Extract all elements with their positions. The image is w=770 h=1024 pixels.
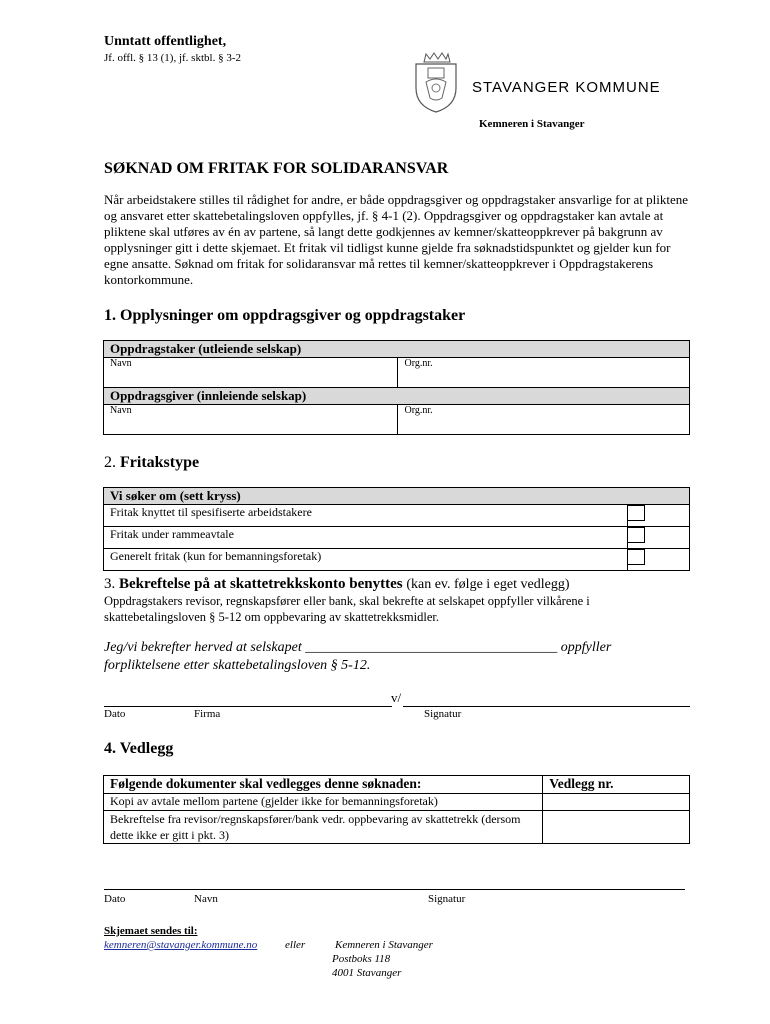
attachments-col-nr: Vedlegg nr.	[543, 776, 690, 794]
attachment-row: Bekreftelse fra revisor/regnskapsfører/bank vedr. oppbevaring av skattetrekk (dersom dette ikke er gitt i pkt. 3)	[104, 811, 543, 844]
section1-title: Opplysninger om oppdragsgiver og oppdragstaker	[120, 307, 466, 324]
oppdragsgiver-heading: Oppdragsgiver (innleiende selskap)	[104, 388, 690, 405]
confirmation-line-1[interactable]: Jeg/vi bekrefter herved at selskapet ____________________________________ oppfyller	[104, 640, 612, 655]
oppdragstaker-name-field[interactable]: Navn	[104, 358, 398, 388]
confirmation-line-2: forpliktelsene etter skattebetalingsloven § 5-12.	[104, 658, 371, 673]
footer-date-label: Dato	[104, 893, 126, 905]
option-general-exemption-checkbox[interactable]	[627, 549, 645, 565]
signature-line[interactable]	[403, 706, 690, 707]
section3-title: Bekreftelse på at skattetrekkskonto benyttes	[119, 576, 403, 592]
page-title: SØKNAD OM FRITAK FOR SOLIDARANSVAR	[104, 160, 449, 177]
oppdragstaker-heading: Oppdragstaker (utleiende selskap)	[104, 341, 690, 358]
exemption-type-table	[103, 487, 690, 571]
option-framework-agreement-checkbox[interactable]	[627, 527, 645, 543]
section3-note: (kan ev. følge i eget vedlegg)	[406, 577, 570, 592]
section1-number: 1.	[104, 307, 116, 324]
date-firm-line[interactable]	[104, 706, 392, 707]
address-line-1: Kemneren i Stavanger	[335, 939, 433, 951]
option-general-exemption: Generelt fritak (kun for bemanningsforetak)	[104, 549, 628, 571]
coat-of-arms-icon	[412, 52, 460, 114]
footer-signature-line[interactable]	[104, 889, 685, 890]
section2-title: Fritakstype	[120, 454, 200, 471]
confidential-label: Unntatt offentlighet,	[104, 34, 227, 49]
date-label: Dato	[104, 708, 126, 720]
send-to-label: Skjemaet sendes til:	[104, 925, 198, 937]
oppdragstaker-org-field[interactable]: Org.nr.	[398, 358, 690, 388]
attachment-nr-field[interactable]	[543, 794, 690, 811]
intro-text: Når arbeidstakere stilles til rådighet for andre, er både oppdragsgiver og oppdragstaker ansvarlige for at pliktene og ansvaret etter skattebetalingsloven oppfylles, jf. § 4-1 (2). Oppdragsgiver og oppdragstaker kan avtale at pliktene skal utføres av én av partene, så langt dette godkjennes av kemner/skatteoppkrever på bakgrunn av opplysninger gitt i dette skjemaet. Et fritak vil tidligst kunne gjelde fra søknadstidspunktet og gjelder kun for egne ansatte. Søknad om fritak for solidaransvar må rettes til kemner/skatteoppkrever i Oppdragstakerens kontorkommune.	[104, 192, 689, 287]
oppdragsgiver-org-field[interactable]: Org.nr.	[398, 405, 690, 435]
section4-heading: 4. Vedlegg	[104, 740, 174, 757]
confidential-reference: Jf. offl. § 13 (1), jf. sktbl. § 3-2	[104, 52, 241, 64]
email-link[interactable]: kemneren@stavanger.kommune.no	[104, 939, 258, 951]
signature-separator: v/	[391, 690, 402, 705]
option-framework-agreement: Fritak under rammeavtale	[104, 527, 628, 549]
section1-heading	[104, 307, 465, 325]
section3-number: 3.	[104, 576, 116, 592]
footer-signature-label: Signatur	[428, 893, 466, 905]
attachments-table	[103, 775, 690, 844]
section2-number: 2.	[104, 454, 116, 471]
party-table	[103, 340, 690, 435]
firm-label: Firma	[194, 708, 221, 720]
signature-label: Signatur	[424, 708, 462, 720]
or-label: eller	[285, 939, 306, 951]
attachment-nr-field[interactable]	[543, 811, 690, 844]
address-line-2: Postboks 118	[332, 953, 391, 965]
footer-name-label: Navn	[194, 893, 218, 905]
municipality-name: STAVANGER KOMMUNE	[472, 79, 661, 96]
section3-text: Oppdragstakers revisor, regnskapsfører eller bank, skal bekrefte at selskapet oppfyller vilkårene i skattebetalingsloven § 5-12 om oppbevaring av skattetrekksmidler.	[104, 594, 590, 624]
attachments-col-docs: Følgende dokumenter skal vedlegges denne søknaden:	[104, 776, 543, 794]
oppdragsgiver-name-field[interactable]: Navn	[104, 405, 398, 435]
attachment-row: Kopi av avtale mellom partene (gjelder ikke for bemanningsforetak)	[104, 794, 543, 811]
option-specified-workers: Fritak knyttet til spesifiserte arbeidstakere	[104, 505, 628, 527]
exemption-table-heading: Vi søker om (sett kryss)	[104, 488, 690, 505]
option-specified-workers-checkbox[interactable]	[627, 505, 645, 521]
department-name: Kemneren i Stavanger	[479, 118, 585, 130]
section2-heading	[104, 454, 199, 472]
address-line-3: 4001 Stavanger	[332, 967, 402, 979]
section3-heading	[104, 576, 569, 593]
